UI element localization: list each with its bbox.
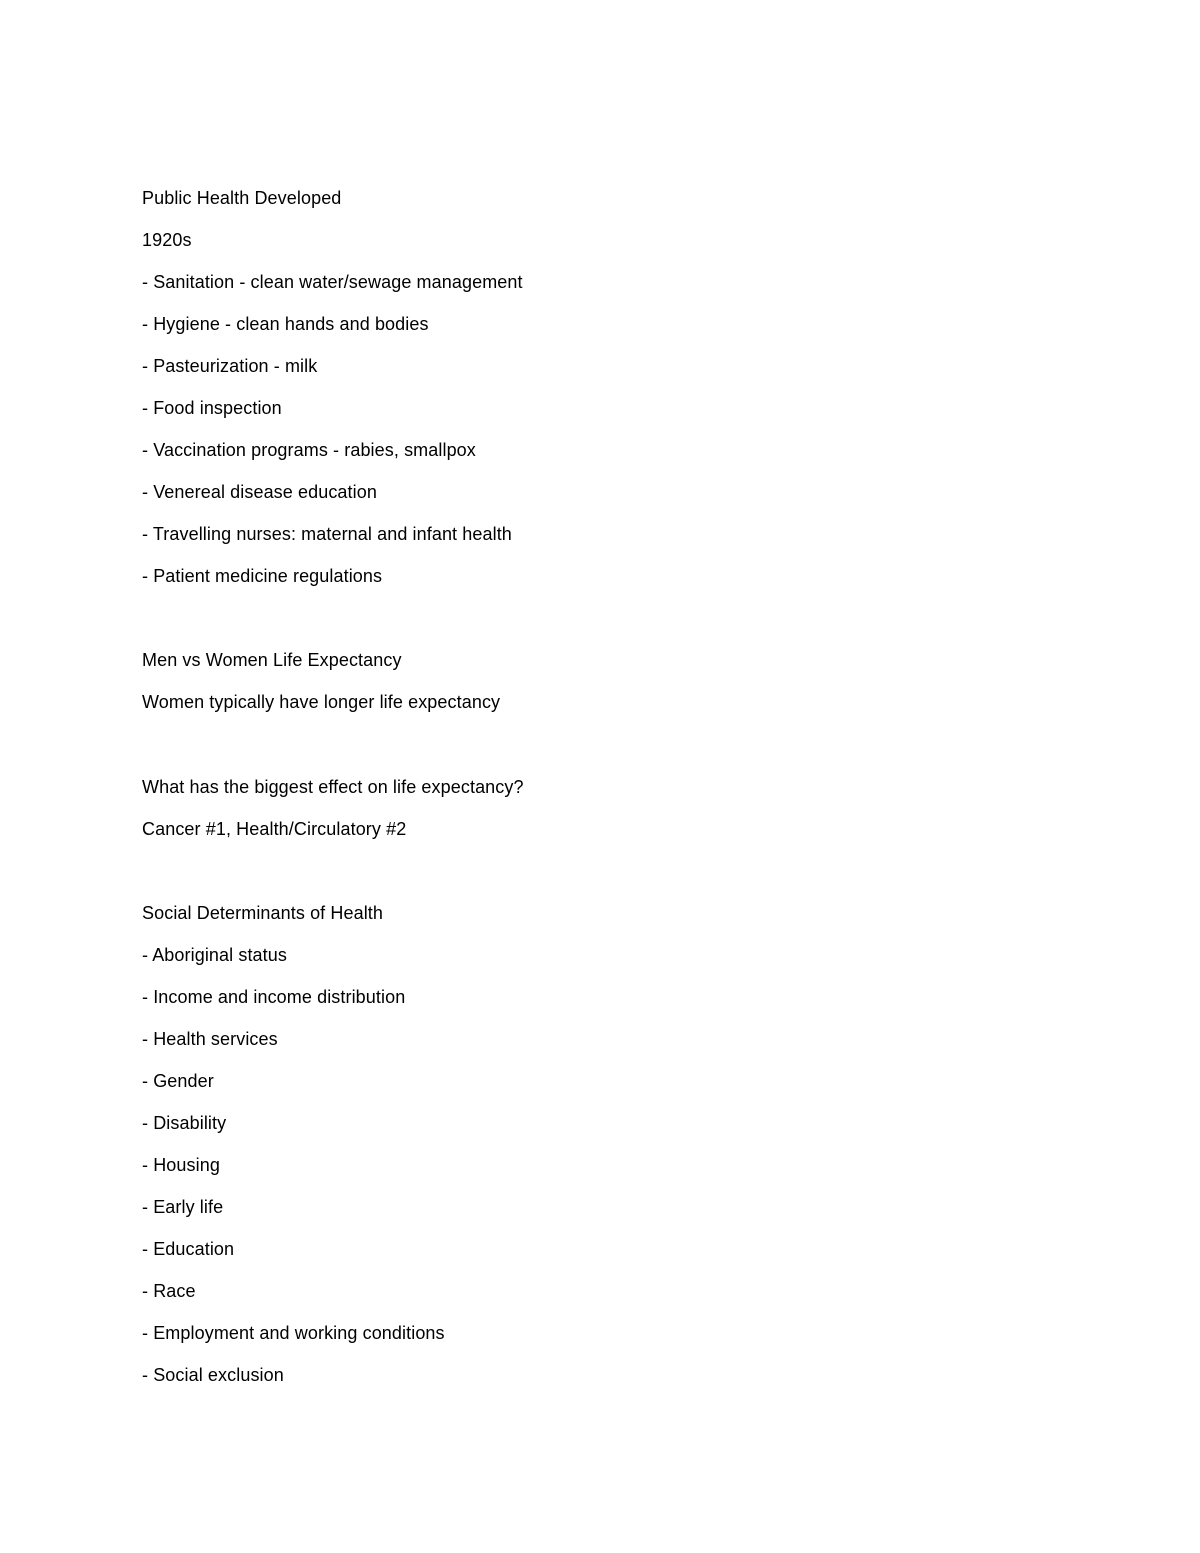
section-heading-question: What has the biggest effect on life expectancy?: [142, 777, 524, 797]
section-heading-social-determinants: Social Determinants of Health: [142, 903, 384, 923]
list-item: - Gender: [142, 1071, 214, 1091]
list-item: - Income and income distribution: [142, 987, 406, 1007]
list-item: - Patient medicine regulations: [142, 566, 383, 586]
list-item: - Housing: [142, 1155, 220, 1175]
list-item: - Education: [142, 1239, 235, 1259]
list-item: - Pasteurization - milk: [142, 356, 318, 376]
paragraph: Cancer #1, Health/Circulatory #2: [142, 819, 407, 839]
list-item: - Venereal disease education: [142, 482, 377, 502]
list-item: - Hygiene - clean hands and bodies: [142, 314, 429, 334]
list-item: - Employment and working conditions: [142, 1323, 445, 1343]
list-item: - Aboriginal status: [142, 945, 287, 965]
list-item: - Travelling nurses: maternal and infant health: [142, 524, 512, 544]
list-item: - Disability: [142, 1113, 227, 1133]
list-item: - Food inspection: [142, 398, 282, 418]
paragraph: Women typically have longer life expectancy: [142, 692, 501, 712]
list-item: - Race: [142, 1281, 196, 1301]
section-heading-life-expectancy: Men vs Women Life Expectancy: [142, 650, 402, 670]
era-label: 1920s: [142, 230, 192, 250]
list-item: - Sanitation - clean water/sewage management: [142, 272, 523, 292]
section-heading-public-health: Public Health Developed: [142, 188, 342, 208]
list-item: - Social exclusion: [142, 1365, 284, 1385]
list-item: - Early life: [142, 1197, 224, 1217]
list-item: - Health services: [142, 1029, 278, 1049]
list-item: - Vaccination programs - rabies, smallpox: [142, 440, 476, 460]
